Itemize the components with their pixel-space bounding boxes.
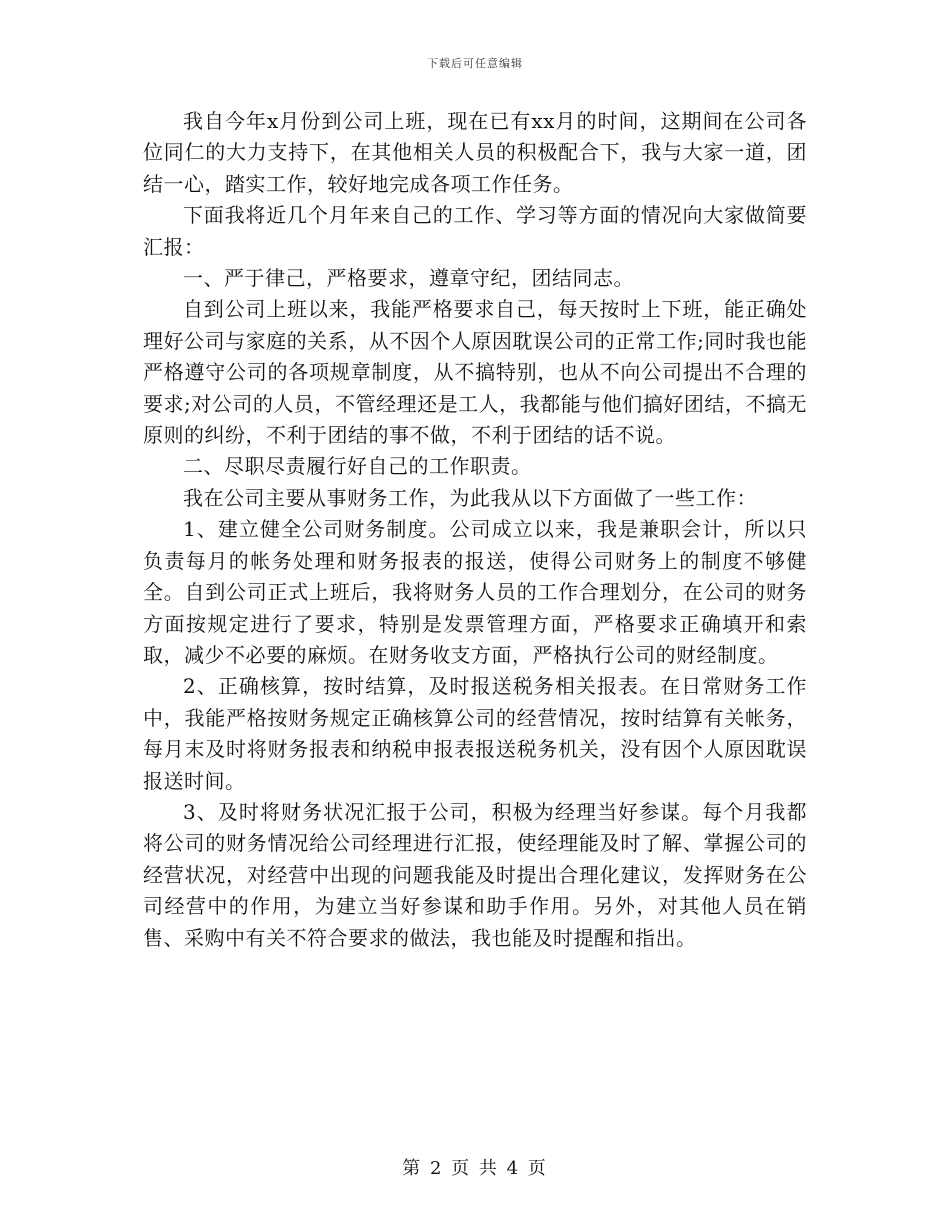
paragraph: 1、建立健全公司财务制度。公司成立以来，我是兼职会计，所以只负责每月的帐务处理和财务报表的报送，使得公司财务上的制度不够健全。自到公司正式上班后，我将财务人员的工作合理划分，在公司的财务方面按规定进行了要求，特别是发票管理方面，严格要求正确填开和索取，减少不必要的麻烦。在财务收支方面，严格执行公司的财经制度。: [143, 517, 807, 667]
paragraph: 2、正确核算，按时结算，及时报送税务相关报表。在日常财务工作中，我能严格按财务规定正确核算公司的经营情况，按时结算有关帐务，每月末及时将财务报表和纳税申报表报送税务机关，没有因个人原因耽误报送时间。: [143, 674, 807, 793]
page-number: 第 2 页 共 4 页: [402, 1158, 548, 1179]
paragraph: 自到公司上班以来，我能严格要求自己，每天按时上下班，能正确处理好公司与家庭的关系，从不因个人原因耽误公司的正常工作;同时我也能严格遵守公司的各项规章制度，从不搞特别，也从不向公司提出不合理的要求;对公司的人员，不管经理还是工人，我都能与他们搞好团结，不搞无原则的纠纷，不利于团结的事不做，不利于团结的话不说。: [143, 297, 807, 448]
section-heading: 一、严于律己，严格要求，遵章守纪，团结同志。: [183, 266, 634, 291]
section-heading: 二、尽职尽责履行好自己的工作职责。: [183, 454, 532, 479]
paragraph: 3、及时将财务状况汇报于公司，积极为经理当好参谋。每个月我都将公司的财务情况给公司经理进行汇报，使经理能及时了解、掌握公司的经营状况，对经营中出现的问题我能及时提出合理化建议，发挥财务在公司经营中的作用，为建立当好参谋和助手作用。另外，对其他人员在销售、采购中有关不符合要求的做法，我也能及时提醒和指出。: [143, 799, 807, 950]
paragraph: 我自今年x月份到公司上班，现在已有xx月的时间，这期间在公司各位同仁的大力支持下，在其他相关人员的积极配合下，我与大家一道，团结一心，踏实工作，较好地完成各项工作任务。: [143, 109, 807, 196]
document-body: [143, 106, 807, 954]
paragraph: 下面我将近几个月年来自己的工作、学习等方面的情况向大家做简要汇报：: [143, 203, 807, 259]
header-note: 下载后可任意编辑: [427, 57, 523, 70]
paragraph: 我在公司主要从事财务工作，为此我从以下方面做了一些工作：: [183, 485, 757, 510]
